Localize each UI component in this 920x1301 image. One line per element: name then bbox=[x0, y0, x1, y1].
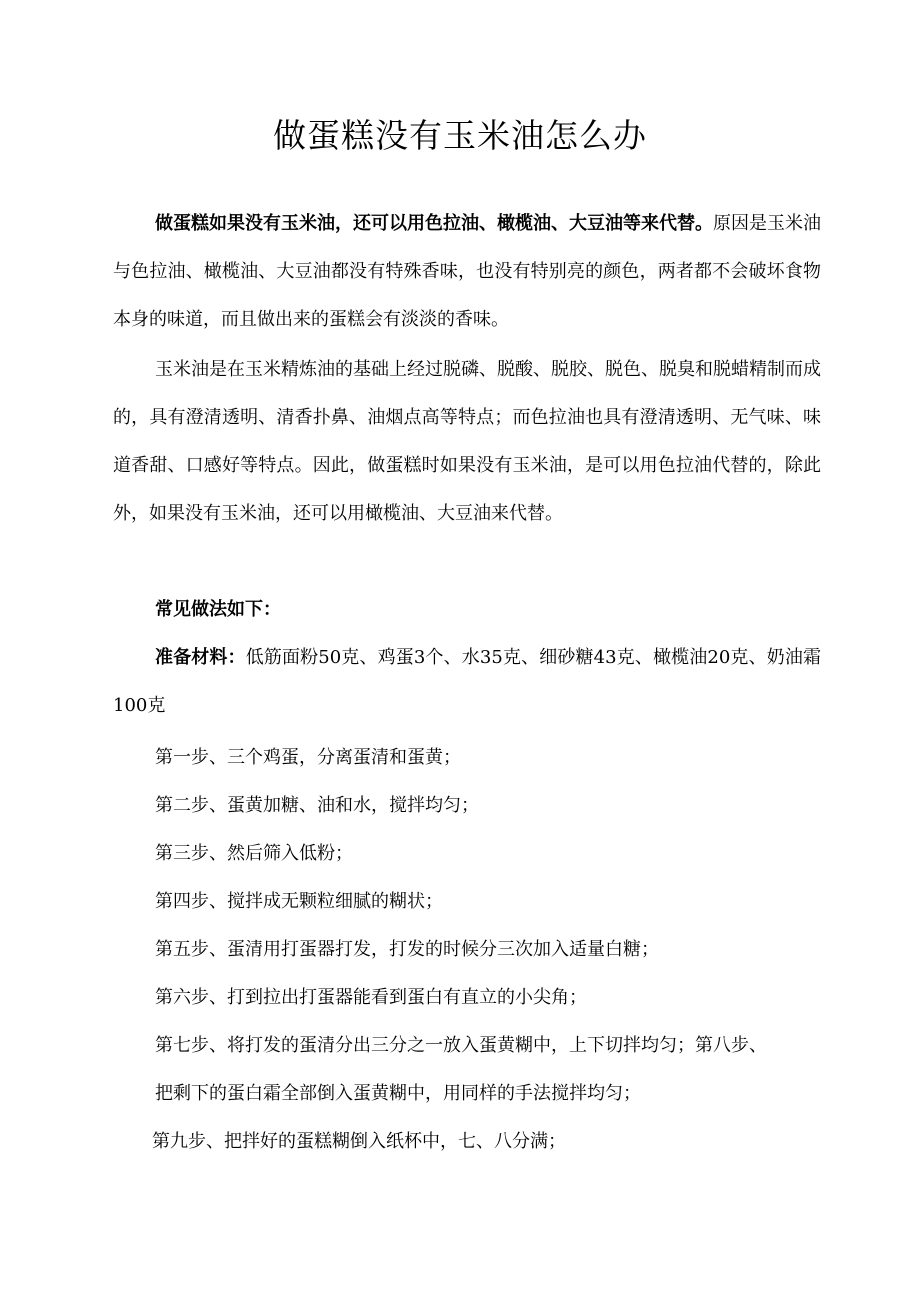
document-title: 做蛋糕没有玉米油怎么办 bbox=[273, 116, 647, 155]
step-line: 把剩下的蛋白霜全部倒入蛋黄糊中，用同样的手法搅拌均匀； bbox=[155, 1083, 641, 1104]
step-line: 第九步、把拌好的蛋糕糊倒入纸杯中，七、八分满； bbox=[152, 1131, 566, 1152]
step-line: 第三步、然后筛入低粉； bbox=[155, 843, 353, 864]
common-method-heading: 常见做法如下： bbox=[155, 599, 281, 620]
step-line: 第六步、打到拉出打蛋器能看到蛋白有直立的小尖角； bbox=[155, 987, 587, 1008]
materials-paragraph bbox=[113, 634, 821, 730]
step-line: 第一步、三个鸡蛋，分离蛋清和蛋黄； bbox=[155, 747, 461, 768]
step-line: 第二步、蛋黄加糖、油和水，搅拌均匀； bbox=[155, 795, 479, 816]
intro-bold-text: 做蛋糕如果没有玉米油，还可以用色拉油、橄榄油、大豆油等来代替。 bbox=[155, 213, 713, 234]
step-line: 第七步、将打发的蛋清分出三分之一放入蛋黄糊中，上下切拌均匀；第八步、 bbox=[155, 1035, 767, 1056]
paragraph-intro bbox=[113, 200, 821, 344]
intro-text: 原因是玉米油与色拉油、橄榄油、大豆油都没有特殊香味，也没有特别亮的颜色，两者都不会破坏食物本身的味道，而且做出来的蛋糕会有淡淡的香味。 bbox=[113, 213, 821, 330]
materials-label: 准备材料： bbox=[155, 647, 246, 668]
step-line: 第五步、蛋清用打蛋器打发，打发的时候分三次加入适量白糖； bbox=[155, 939, 659, 960]
materials-text: 低筋面粉50克、鸡蛋3个、水35克、细砂糖43克、橄榄油20克、奶油霜100克 bbox=[113, 647, 821, 716]
step-line: 第四步、搅拌成无颗粒细腻的糊状； bbox=[155, 891, 443, 912]
paragraph-corn-oil: 玉米油是在玉米精炼油的基础上经过脱磷、脱酸、脱胶、脱色、脱臭和脱蜡精制而成的，具有澄清透明、清香扑鼻、油烟点高等特点；而色拉油也具有澄清透明、无气味、味道香甜、口感好等特点。因此，做蛋糕时如果没有玉米油，是可以用色拉油代替的，除此外，如果没有玉米油，还可以用橄榄油、大豆油来代替。 bbox=[113, 359, 821, 524]
